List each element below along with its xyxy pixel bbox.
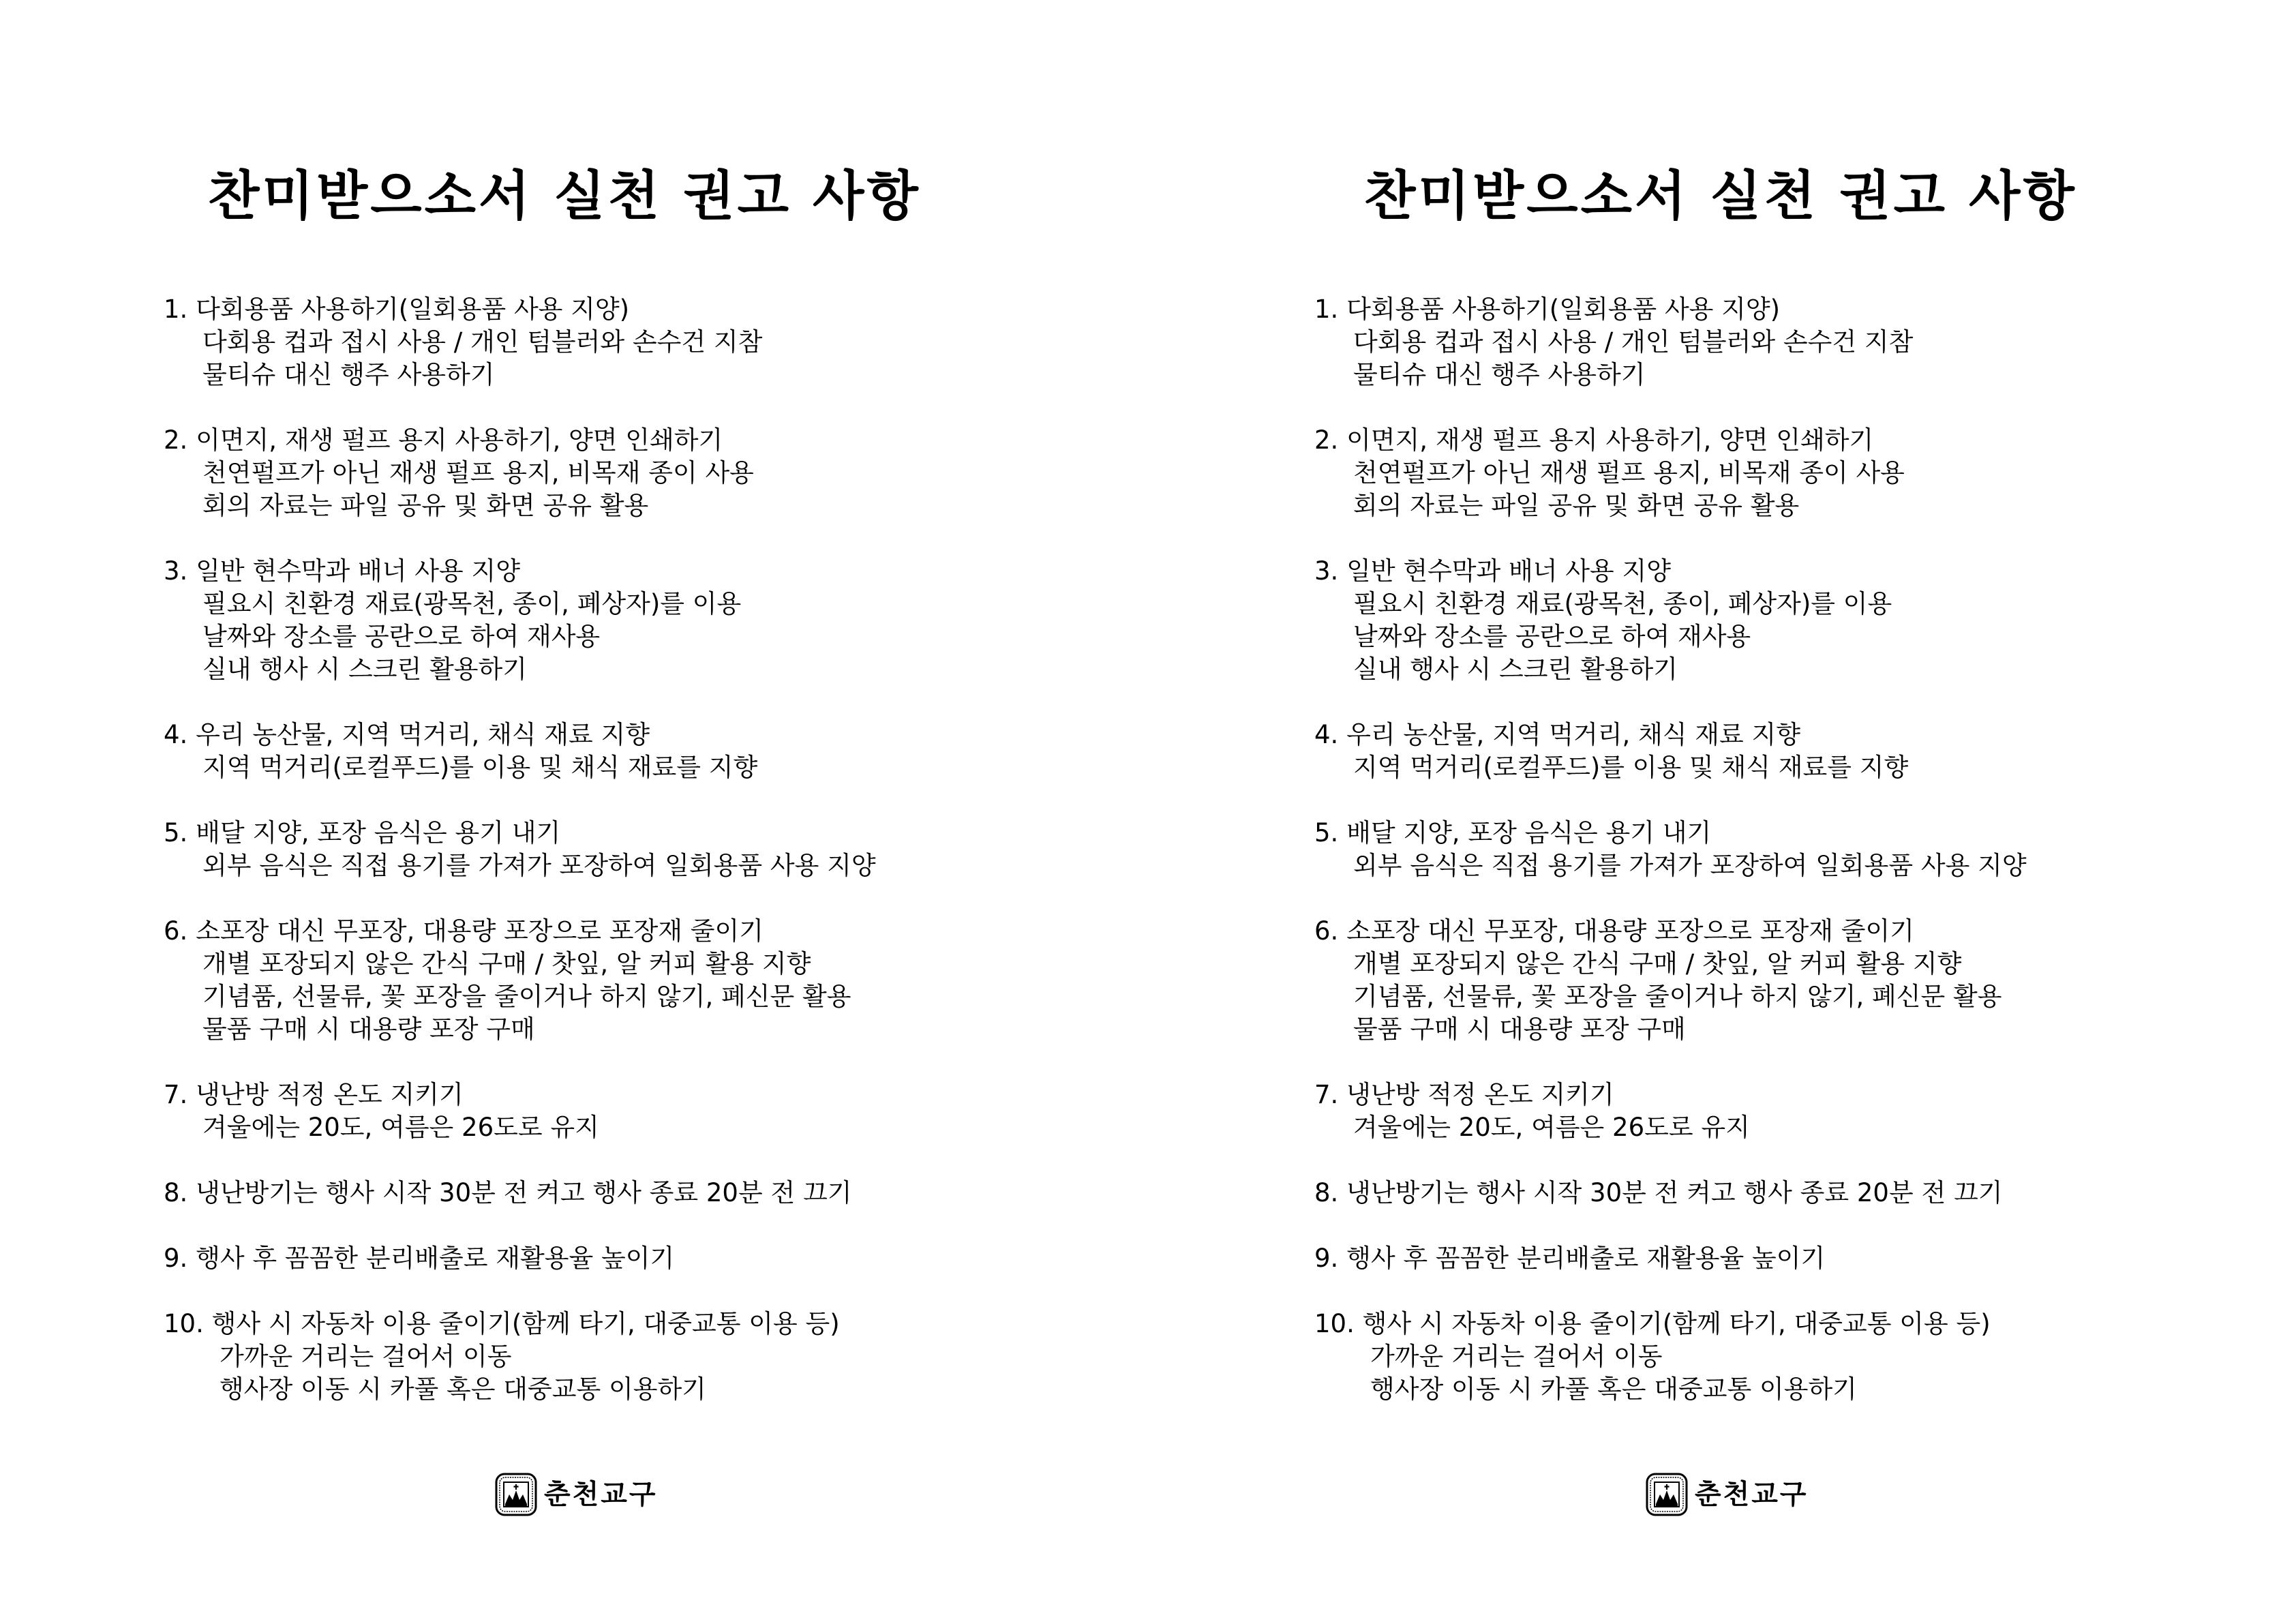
item-detail: 물티슈 대신 행주 사용하기 bbox=[1353, 360, 1646, 389]
item-detail: 겨울에는 20도, 여름은 26도로 유지 bbox=[202, 1113, 599, 1142]
list-item-3 bbox=[1314, 555, 2027, 686]
item-heading: 배달 지양, 포장 음식은 용기 내기 bbox=[1346, 818, 1712, 847]
item-heading: 행사 후 꼼꼼한 분리배출로 재활용율 높이기 bbox=[1346, 1244, 1826, 1273]
list-item-9 bbox=[164, 1242, 876, 1275]
item-heading: 행사 시 자동차 이용 줄이기(함께 타기, 대중교통 이용 등) bbox=[1362, 1309, 1991, 1338]
page-title: 찬미받으소서 실천 권고 사항 bbox=[208, 166, 921, 227]
item-heading: 냉난방 적정 온도 지키기 bbox=[196, 1080, 464, 1109]
item-number: 6. bbox=[164, 916, 188, 946]
item-number: 7. bbox=[1314, 1080, 1339, 1109]
item-detail: 실내 행사 시 스크린 활용하기 bbox=[202, 655, 527, 684]
item-heading: 다회용품 사용하기(일회용품 사용 지양) bbox=[1346, 295, 1781, 324]
item-heading: 냉난방기는 행사 시작 30분 전 켜고 행사 종료 20분 전 끄기 bbox=[1346, 1178, 2003, 1207]
item-heading: 배달 지양, 포장 음식은 용기 내기 bbox=[196, 818, 561, 847]
item-detail: 가까운 거리는 걸어서 이동 bbox=[1370, 1342, 1663, 1371]
list-item-3 bbox=[164, 555, 876, 686]
item-number: 10. bbox=[164, 1309, 204, 1338]
item-number: 1. bbox=[1314, 295, 1339, 324]
item-heading: 소포장 대신 무포장, 대용량 포장으로 포장재 줄이기 bbox=[196, 916, 764, 946]
item-detail: 가까운 거리는 걸어서 이동 bbox=[220, 1342, 512, 1371]
item-detail: 날짜와 장소를 공란으로 하여 재사용 bbox=[202, 622, 601, 651]
item-number: 4. bbox=[1314, 720, 1339, 749]
list-item-5 bbox=[1314, 817, 2027, 882]
item-number: 9. bbox=[1314, 1244, 1339, 1273]
footer-logo bbox=[1646, 1471, 1809, 1518]
recommendation-list bbox=[1314, 293, 2027, 1439]
list-item-2 bbox=[164, 424, 876, 522]
item-number: 1. bbox=[164, 295, 188, 324]
page-right bbox=[1148, 0, 2296, 1624]
item-number: 5. bbox=[1314, 818, 1339, 847]
item-heading: 우리 농산물, 지역 먹거리, 채식 재료 지향 bbox=[196, 720, 650, 749]
item-heading: 소포장 대신 무포장, 대용량 포장으로 포장재 줄이기 bbox=[1346, 916, 1914, 946]
item-detail: 외부 음식은 직접 용기를 가져가 포장하여 일회용품 사용 지양 bbox=[202, 851, 876, 880]
item-detail: 천연펄프가 아닌 재생 펄프 용지, 비목재 종이 사용 bbox=[1353, 458, 1905, 487]
item-detail: 다회용 컵과 접시 사용 / 개인 텀블러와 손수건 지참 bbox=[202, 327, 763, 357]
diocese-name: 춘천교구 bbox=[544, 1479, 658, 1510]
item-heading: 이면지, 재생 펄프 용지 사용하기, 양면 인쇄하기 bbox=[1346, 425, 1874, 455]
item-detail: 지역 먹거리(로컬푸드)를 이용 및 채식 재료를 지향 bbox=[1353, 753, 1909, 782]
item-detail: 천연펄프가 아닌 재생 펄프 용지, 비목재 종이 사용 bbox=[202, 458, 754, 487]
item-heading: 일반 현수막과 배너 사용 지양 bbox=[196, 556, 521, 586]
item-heading: 행사 시 자동차 이용 줄이기(함께 타기, 대중교통 이용 등) bbox=[211, 1309, 840, 1338]
item-detail: 필요시 친환경 재료(광목천, 종이, 폐상자)를 이용 bbox=[1353, 589, 1892, 618]
item-detail: 지역 먹거리(로컬푸드)를 이용 및 채식 재료를 지향 bbox=[202, 753, 758, 782]
list-item-8 bbox=[164, 1177, 876, 1209]
page-title: 찬미받으소서 실천 권고 사항 bbox=[1364, 166, 2077, 227]
recommendation-list bbox=[164, 293, 876, 1439]
list-item-5 bbox=[164, 817, 876, 882]
item-detail: 다회용 컵과 접시 사용 / 개인 텀블러와 손수건 지참 bbox=[1353, 327, 1914, 357]
item-detail: 물품 구매 시 대용량 포장 구매 bbox=[1353, 1014, 1686, 1044]
list-item-10 bbox=[1314, 1308, 2027, 1406]
list-item-1 bbox=[1314, 293, 2027, 391]
list-item-4 bbox=[164, 719, 876, 784]
item-detail: 겨울에는 20도, 여름은 26도로 유지 bbox=[1353, 1113, 1750, 1142]
item-detail: 외부 음식은 직접 용기를 가져가 포장하여 일회용품 사용 지양 bbox=[1353, 851, 2027, 880]
item-detail: 개별 포장되지 않은 간식 구매 / 찻잎, 알 커피 활용 지향 bbox=[202, 949, 811, 978]
item-number: 8. bbox=[1314, 1178, 1339, 1207]
item-detail: 물품 구매 시 대용량 포장 구매 bbox=[202, 1014, 535, 1044]
footer-logo bbox=[495, 1471, 658, 1518]
item-detail: 기념품, 선물류, 꽃 포장을 줄이거나 하지 않기, 폐신문 활용 bbox=[1353, 982, 2002, 1011]
item-detail: 물티슈 대신 행주 사용하기 bbox=[202, 360, 495, 389]
item-heading: 냉난방 적정 온도 지키기 bbox=[1346, 1080, 1614, 1109]
item-number: 9. bbox=[164, 1244, 188, 1273]
item-heading: 행사 후 꼼꼼한 분리배출로 재활용율 높이기 bbox=[196, 1244, 675, 1273]
item-detail: 행사장 이동 시 카풀 혹은 대중교통 이용하기 bbox=[1370, 1374, 1857, 1404]
diocese-seal-icon bbox=[1646, 1473, 1688, 1516]
item-number: 6. bbox=[1314, 916, 1339, 946]
list-item-6 bbox=[164, 915, 876, 1046]
item-number: 5. bbox=[164, 818, 188, 847]
list-item-6 bbox=[1314, 915, 2027, 1046]
item-detail: 날짜와 장소를 공란으로 하여 재사용 bbox=[1353, 622, 1751, 651]
list-item-2 bbox=[1314, 424, 2027, 522]
item-number: 3. bbox=[1314, 556, 1339, 586]
list-item-10 bbox=[164, 1308, 876, 1406]
item-number: 3. bbox=[164, 556, 188, 586]
item-number: 2. bbox=[164, 425, 188, 455]
item-heading: 냉난방기는 행사 시작 30분 전 켜고 행사 종료 20분 전 끄기 bbox=[196, 1178, 852, 1207]
item-heading: 우리 농산물, 지역 먹거리, 채식 재료 지향 bbox=[1346, 720, 1801, 749]
list-item-7 bbox=[164, 1079, 876, 1144]
diocese-seal-icon bbox=[495, 1473, 537, 1516]
item-detail: 실내 행사 시 스크린 활용하기 bbox=[1353, 655, 1678, 684]
list-item-9 bbox=[1314, 1242, 2027, 1275]
item-number: 7. bbox=[164, 1080, 188, 1109]
item-number: 10. bbox=[1314, 1309, 1355, 1338]
list-item-4 bbox=[1314, 719, 2027, 784]
list-item-1 bbox=[164, 293, 876, 391]
item-number: 2. bbox=[1314, 425, 1339, 455]
diocese-name: 춘천교구 bbox=[1695, 1479, 1809, 1510]
item-heading: 다회용품 사용하기(일회용품 사용 지양) bbox=[196, 295, 630, 324]
list-item-7 bbox=[1314, 1079, 2027, 1144]
item-heading: 일반 현수막과 배너 사용 지양 bbox=[1346, 556, 1672, 586]
item-detail: 기념품, 선물류, 꽃 포장을 줄이거나 하지 않기, 폐신문 활용 bbox=[202, 982, 851, 1011]
list-item-8 bbox=[1314, 1177, 2027, 1209]
item-detail: 회의 자료는 파일 공유 및 화면 공유 활용 bbox=[1353, 491, 1800, 520]
item-number: 8. bbox=[164, 1178, 188, 1207]
item-detail: 개별 포장되지 않은 간식 구매 / 찻잎, 알 커피 활용 지향 bbox=[1353, 949, 1962, 978]
item-number: 4. bbox=[164, 720, 188, 749]
item-detail: 행사장 이동 시 카풀 혹은 대중교통 이용하기 bbox=[220, 1374, 706, 1404]
item-detail: 회의 자료는 파일 공유 및 화면 공유 활용 bbox=[202, 491, 649, 520]
item-detail: 필요시 친환경 재료(광목천, 종이, 폐상자)를 이용 bbox=[202, 589, 742, 618]
item-heading: 이면지, 재생 펄프 용지 사용하기, 양면 인쇄하기 bbox=[196, 425, 723, 455]
